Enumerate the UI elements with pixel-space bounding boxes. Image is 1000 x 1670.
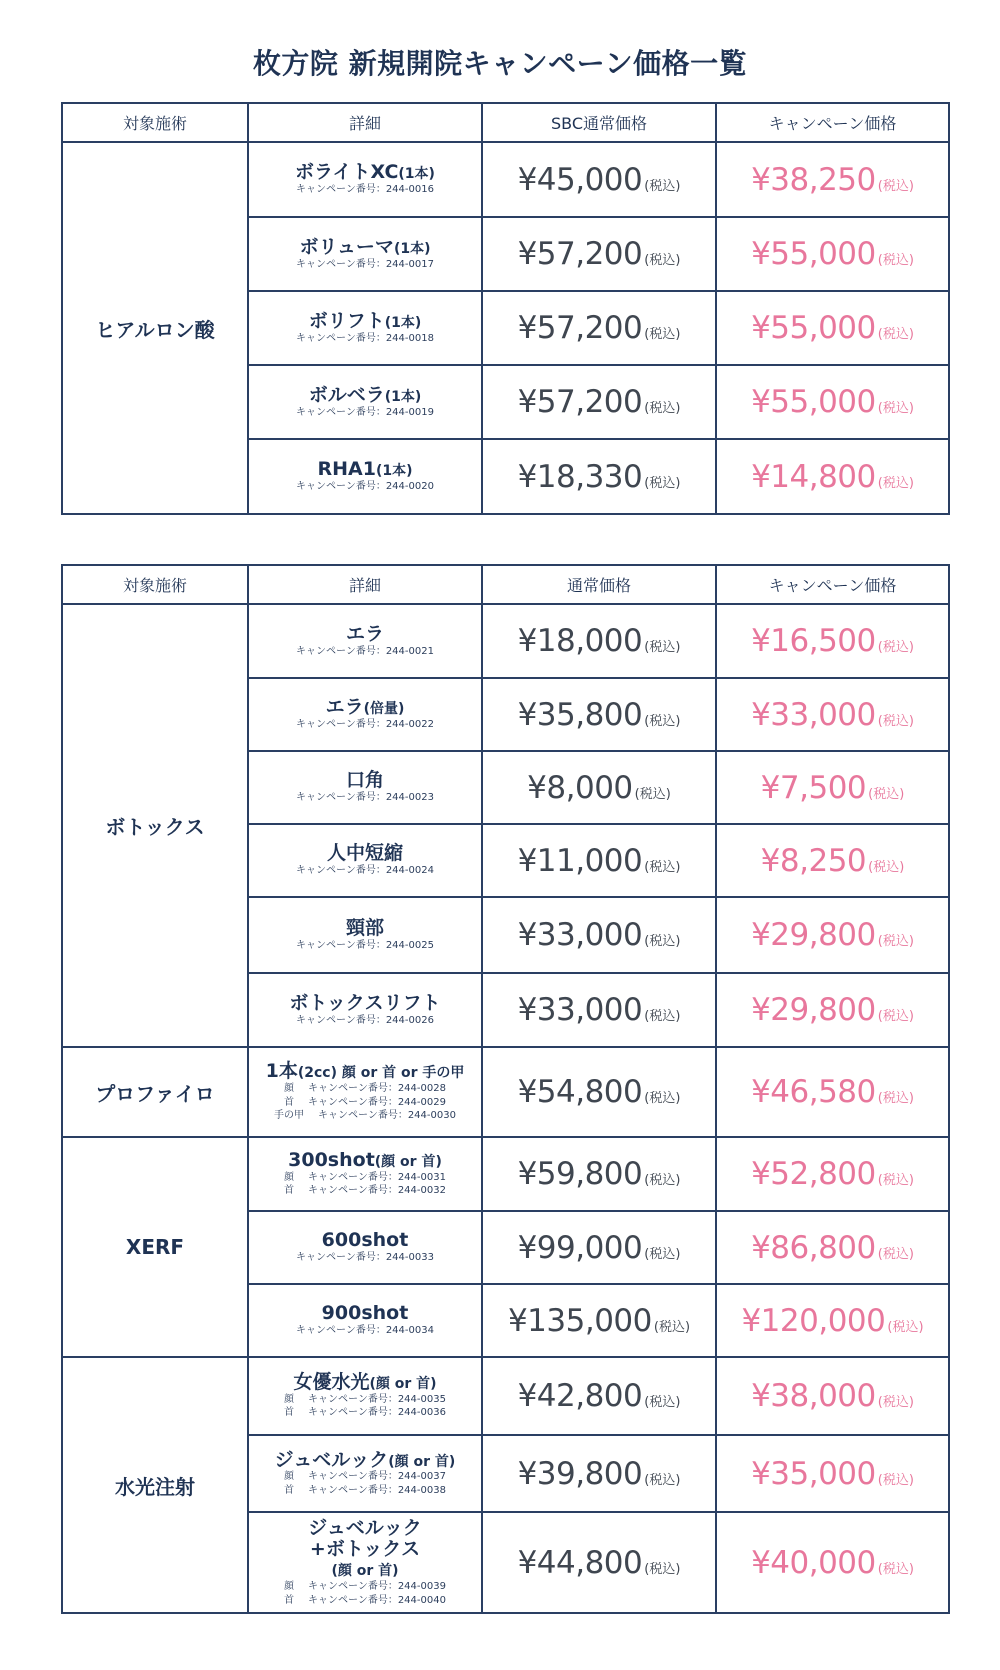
campaign-price: ¥14,800 xyxy=(751,458,876,495)
detail-cell xyxy=(248,1284,482,1357)
treatment-name: エラ(倍量) xyxy=(325,696,405,719)
regular-price: ¥57,200 xyxy=(517,310,643,346)
tax-label: (税込) xyxy=(644,401,681,416)
campaign-price: ¥7,500 xyxy=(760,769,867,806)
tax-label: (税込) xyxy=(644,1472,681,1488)
regular-price: ¥39,800 xyxy=(517,1455,643,1492)
campaign-price-cell xyxy=(716,1435,949,1512)
tax-label: (税込) xyxy=(644,253,681,268)
campaign-price: ¥35,000 xyxy=(751,1455,876,1492)
campaign-price-cell xyxy=(716,1357,949,1435)
detail-cell xyxy=(248,1435,482,1512)
category-cell: プロファイロ xyxy=(62,1047,248,1137)
treatment-note: (顔 or 首) xyxy=(369,1376,437,1393)
campaign-area: 顔 xyxy=(284,1083,295,1095)
campaign-price-cell xyxy=(716,1211,949,1284)
tax-label: (税込) xyxy=(644,713,681,729)
campaign-price: ¥16,500 xyxy=(751,623,876,659)
campaign-price-cell xyxy=(716,365,949,439)
tax-label: (税込) xyxy=(868,859,905,875)
tax-label: (税込) xyxy=(653,1319,691,1335)
treatment-note: (1本) xyxy=(384,314,422,331)
column-header: キャンペーン価格 xyxy=(716,103,949,142)
campaign-number: キャンペーン番号：244-0024 xyxy=(296,865,434,877)
tax-label: (税込) xyxy=(634,786,671,802)
tax-label: (税込) xyxy=(644,859,681,875)
regular-price: ¥11,000 xyxy=(517,842,643,879)
regular-price: ¥18,330 xyxy=(517,458,643,495)
tax-label: (税込) xyxy=(877,1246,914,1262)
campaign-area: 顔 xyxy=(284,1471,295,1483)
campaign-price: ¥86,800 xyxy=(751,1229,876,1266)
campaign-number: 顔 キャンペーン番号：244-0028 xyxy=(284,1083,446,1095)
regular-price-cell xyxy=(482,1211,716,1284)
regular-price-cell xyxy=(482,217,716,291)
regular-price-cell xyxy=(482,365,716,439)
detail-cell xyxy=(248,217,482,291)
campaign-price-cell xyxy=(716,1137,949,1211)
tax-label: (税込) xyxy=(644,1173,681,1188)
treatment-name: 口角 xyxy=(345,769,384,792)
campaign-number: キャンペーン番号：244-0016 xyxy=(296,184,434,196)
treatment-name: ボルベラ(1本) xyxy=(308,383,422,406)
column-header: キャンペーン価格 xyxy=(716,565,949,604)
detail-cell xyxy=(248,751,482,824)
campaign-number: 首 キャンペーン番号：244-0029 xyxy=(284,1096,446,1108)
campaign-number: 首 キャンペーン番号：244-0036 xyxy=(284,1407,446,1419)
regular-price-cell xyxy=(482,678,716,751)
detail-cell xyxy=(248,1357,482,1435)
detail-cell xyxy=(248,439,482,514)
treatment-note: (1本) xyxy=(375,463,413,480)
campaign-number: キャンペーン番号：244-0034 xyxy=(296,1325,434,1337)
regular-price: ¥33,000 xyxy=(517,917,643,953)
column-header: SBC通常価格 xyxy=(482,103,716,142)
tax-label: (税込) xyxy=(644,327,681,342)
campaign-price: ¥40,000 xyxy=(751,1544,876,1581)
detail-cell xyxy=(248,824,482,897)
campaign-number: 首 キャンペーン番号：244-0038 xyxy=(284,1484,446,1496)
regular-price: ¥44,800 xyxy=(517,1544,643,1581)
tax-label: (税込) xyxy=(887,1319,924,1335)
tax-label: (税込) xyxy=(877,1472,914,1488)
table-row xyxy=(62,1137,949,1211)
tax-label: (税込) xyxy=(644,934,681,949)
treatment-name: 600shot xyxy=(321,1229,409,1252)
detail-cell xyxy=(248,973,482,1047)
treatment-note: (1本) xyxy=(393,240,431,257)
regular-price: ¥54,800 xyxy=(517,1074,643,1110)
tax-label: (税込) xyxy=(644,1395,681,1410)
detail-cell xyxy=(248,1512,482,1613)
table-row xyxy=(62,1357,949,1435)
hyaluronic-price-table xyxy=(61,102,950,515)
campaign-price-cell xyxy=(716,1512,949,1613)
campaign-price-cell xyxy=(716,1047,949,1137)
campaign-number: キャンペーン番号：244-0017 xyxy=(296,258,434,270)
tax-label: (税込) xyxy=(877,178,914,194)
campaign-number: キャンペーン番号：244-0020 xyxy=(296,481,434,493)
regular-price-cell xyxy=(482,751,716,824)
campaign-price: ¥8,250 xyxy=(760,842,867,879)
treatment-name: 女優水光(顔 or 首) xyxy=(293,1371,437,1394)
detail-cell xyxy=(248,897,482,973)
campaign-price: ¥29,800 xyxy=(751,992,876,1028)
campaign-area: 首 xyxy=(284,1185,295,1197)
campaign-number: キャンペーン番号：244-0018 xyxy=(296,332,434,344)
campaign-price: ¥29,800 xyxy=(751,917,876,953)
campaign-area: 首 xyxy=(284,1594,295,1606)
regular-price-cell xyxy=(482,973,716,1047)
detail-cell xyxy=(248,604,482,678)
regular-price: ¥57,200 xyxy=(517,384,643,420)
treatment-note: (2cc) 顔 or 首 or 手の甲 xyxy=(297,1065,465,1082)
campaign-area: 首 xyxy=(284,1096,295,1108)
tax-label: (税込) xyxy=(877,1091,914,1106)
regular-price: ¥57,200 xyxy=(517,236,643,272)
campaign-price: ¥33,000 xyxy=(751,696,876,733)
tax-label: (税込) xyxy=(644,640,681,655)
regular-price-cell xyxy=(482,1435,716,1512)
campaign-number: キャンペーン番号：244-0026 xyxy=(296,1014,434,1026)
regular-price-cell xyxy=(482,897,716,973)
column-header: 通常価格 xyxy=(482,565,716,604)
campaign-number: 顔 キャンペーン番号：244-0039 xyxy=(284,1581,446,1593)
regular-price-cell xyxy=(482,1512,716,1613)
tax-label: (税込) xyxy=(644,1561,681,1577)
campaign-price-cell xyxy=(716,439,949,514)
campaign-price: ¥46,580 xyxy=(751,1074,876,1110)
campaign-price: ¥120,000 xyxy=(741,1302,886,1339)
campaign-price: ¥55,000 xyxy=(751,236,876,272)
treatment-note: (顔 or 首) xyxy=(374,1154,442,1171)
campaign-area: 顔 xyxy=(284,1581,295,1593)
treatment-name: 900shot xyxy=(321,1302,409,1325)
regular-price-cell xyxy=(482,291,716,365)
campaign-number: 手の甲 キャンペーン番号：244-0030 xyxy=(274,1110,456,1122)
campaign-number: 首 キャンペーン番号：244-0040 xyxy=(284,1594,446,1606)
campaign-price-cell xyxy=(716,604,949,678)
tax-label: (税込) xyxy=(877,1395,914,1410)
treatment-name: ボライトXC(1本) xyxy=(295,161,435,184)
tax-label: (税込) xyxy=(877,1173,914,1188)
campaign-number: キャンペーン番号：244-0033 xyxy=(296,1252,434,1264)
regular-price-cell xyxy=(482,1284,716,1357)
treatment-name: ジュベルック +ボトックス (顔 or 首) xyxy=(308,1516,422,1580)
column-header: 詳細 xyxy=(248,565,482,604)
campaign-price: ¥55,000 xyxy=(751,310,876,346)
campaign-area: 手の甲 xyxy=(274,1110,305,1122)
tax-label: (税込) xyxy=(877,401,914,416)
treatment-name: RHA1(1本) xyxy=(317,458,413,481)
campaign-price: ¥38,000 xyxy=(751,1378,876,1414)
category-cell: ボトックス xyxy=(62,604,248,1047)
campaign-number: 顔 キャンペーン番号：244-0037 xyxy=(284,1471,446,1483)
category-cell: ヒアルロン酸 xyxy=(62,142,248,514)
regular-price: ¥59,800 xyxy=(517,1156,643,1192)
category-cell: XERF xyxy=(62,1137,248,1357)
regular-price: ¥135,000 xyxy=(507,1302,652,1339)
regular-price-cell xyxy=(482,1047,716,1137)
campaign-area: 顔 xyxy=(284,1171,295,1183)
column-header: 対象施術 xyxy=(62,103,248,142)
regular-price: ¥42,800 xyxy=(517,1378,643,1414)
table-row xyxy=(62,142,949,217)
page-title: 枚方院 新規開院キャンペーン価格一覧 xyxy=(252,47,748,80)
campaign-price-cell xyxy=(716,751,949,824)
treatment-name: 頸部 xyxy=(345,916,384,939)
tax-label: (税込) xyxy=(644,1246,681,1262)
detail-cell xyxy=(248,1137,482,1211)
campaign-price-cell xyxy=(716,142,949,217)
regular-price: ¥8,000 xyxy=(527,769,633,806)
treatment-name: エラ xyxy=(345,622,384,645)
tax-label: (税込) xyxy=(877,640,914,655)
treatment-name: ジュベルック(顔 or 首) xyxy=(274,1448,456,1471)
regular-price: ¥18,000 xyxy=(517,623,643,659)
tax-label: (税込) xyxy=(644,1091,681,1106)
treatment-note: (1本) xyxy=(384,388,422,405)
treatment-name: 人中短縮 xyxy=(326,842,403,865)
tax-label: (税込) xyxy=(877,475,914,491)
treatment-name: 1本(2cc) 顔 or 首 or 手の甲 xyxy=(265,1060,465,1083)
treatment-name: ボリフト(1本) xyxy=(308,309,422,332)
treatment-note: (顔 or 首) xyxy=(388,1453,456,1470)
campaign-price-cell xyxy=(716,897,949,973)
tax-label: (税込) xyxy=(644,475,681,491)
campaign-number: キャンペーン番号：244-0022 xyxy=(296,719,434,731)
table-row xyxy=(62,1047,949,1137)
campaign-area: 首 xyxy=(284,1407,295,1419)
campaign-price-cell xyxy=(716,291,949,365)
detail-cell xyxy=(248,1211,482,1284)
campaign-number: キャンペーン番号：244-0019 xyxy=(296,406,434,418)
treatment-note: (顔 or 首) xyxy=(331,1563,399,1580)
regular-price-cell xyxy=(482,604,716,678)
regular-price: ¥35,800 xyxy=(517,696,643,733)
campaign-area: 首 xyxy=(284,1484,295,1496)
detail-cell xyxy=(248,142,482,217)
tax-label: (税込) xyxy=(644,1009,681,1024)
campaign-number: 顔 キャンペーン番号：244-0031 xyxy=(284,1171,446,1183)
tax-label: (税込) xyxy=(868,786,905,802)
campaign-price-cell xyxy=(716,217,949,291)
campaign-price-cell xyxy=(716,1284,949,1357)
column-header: 詳細 xyxy=(248,103,482,142)
regular-price-cell xyxy=(482,1357,716,1435)
detail-cell xyxy=(248,1047,482,1137)
treatment-price-table xyxy=(61,564,950,1614)
regular-price-cell xyxy=(482,439,716,514)
treatment-name: ボリューマ(1本) xyxy=(299,235,431,258)
campaign-price-cell xyxy=(716,824,949,897)
regular-price-cell xyxy=(482,142,716,217)
campaign-number: キャンペーン番号：244-0023 xyxy=(296,792,434,804)
campaign-number: キャンペーン番号：244-0021 xyxy=(296,645,434,657)
tax-label: (税込) xyxy=(877,934,914,949)
treatment-note: (1本) xyxy=(398,166,435,183)
regular-price-cell xyxy=(482,1137,716,1211)
detail-cell xyxy=(248,365,482,439)
campaign-price-cell xyxy=(716,973,949,1047)
column-header: 対象施術 xyxy=(62,565,248,604)
campaign-number: キャンペーン番号：244-0025 xyxy=(296,939,434,951)
campaign-price: ¥52,800 xyxy=(751,1156,876,1192)
detail-cell xyxy=(248,291,482,365)
treatment-name: 300shot(顔 or 首) xyxy=(288,1149,442,1172)
category-cell: 水光注射 xyxy=(62,1357,248,1613)
tax-label: (税込) xyxy=(877,253,914,268)
regular-price: ¥99,000 xyxy=(517,1229,643,1266)
treatment-name: ボトックスリフト xyxy=(289,991,441,1014)
regular-price: ¥33,000 xyxy=(517,992,643,1028)
tax-label: (税込) xyxy=(877,327,914,342)
tax-label: (税込) xyxy=(877,1561,914,1577)
campaign-area: 顔 xyxy=(284,1393,295,1405)
tax-label: (税込) xyxy=(877,1009,914,1024)
campaign-price: ¥55,000 xyxy=(751,384,876,420)
treatment-note: (倍量) xyxy=(363,701,405,718)
campaign-number: 首 キャンペーン番号：244-0032 xyxy=(284,1185,446,1197)
table-row xyxy=(62,604,949,678)
campaign-price: ¥38,250 xyxy=(751,161,876,198)
detail-cell xyxy=(248,678,482,751)
campaign-number: 顔 キャンペーン番号：244-0035 xyxy=(284,1393,446,1405)
tax-label: (税込) xyxy=(877,713,914,729)
regular-price: ¥45,000 xyxy=(517,161,643,198)
tax-label: (税込) xyxy=(644,178,681,194)
regular-price-cell xyxy=(482,824,716,897)
campaign-price-cell xyxy=(716,678,949,751)
